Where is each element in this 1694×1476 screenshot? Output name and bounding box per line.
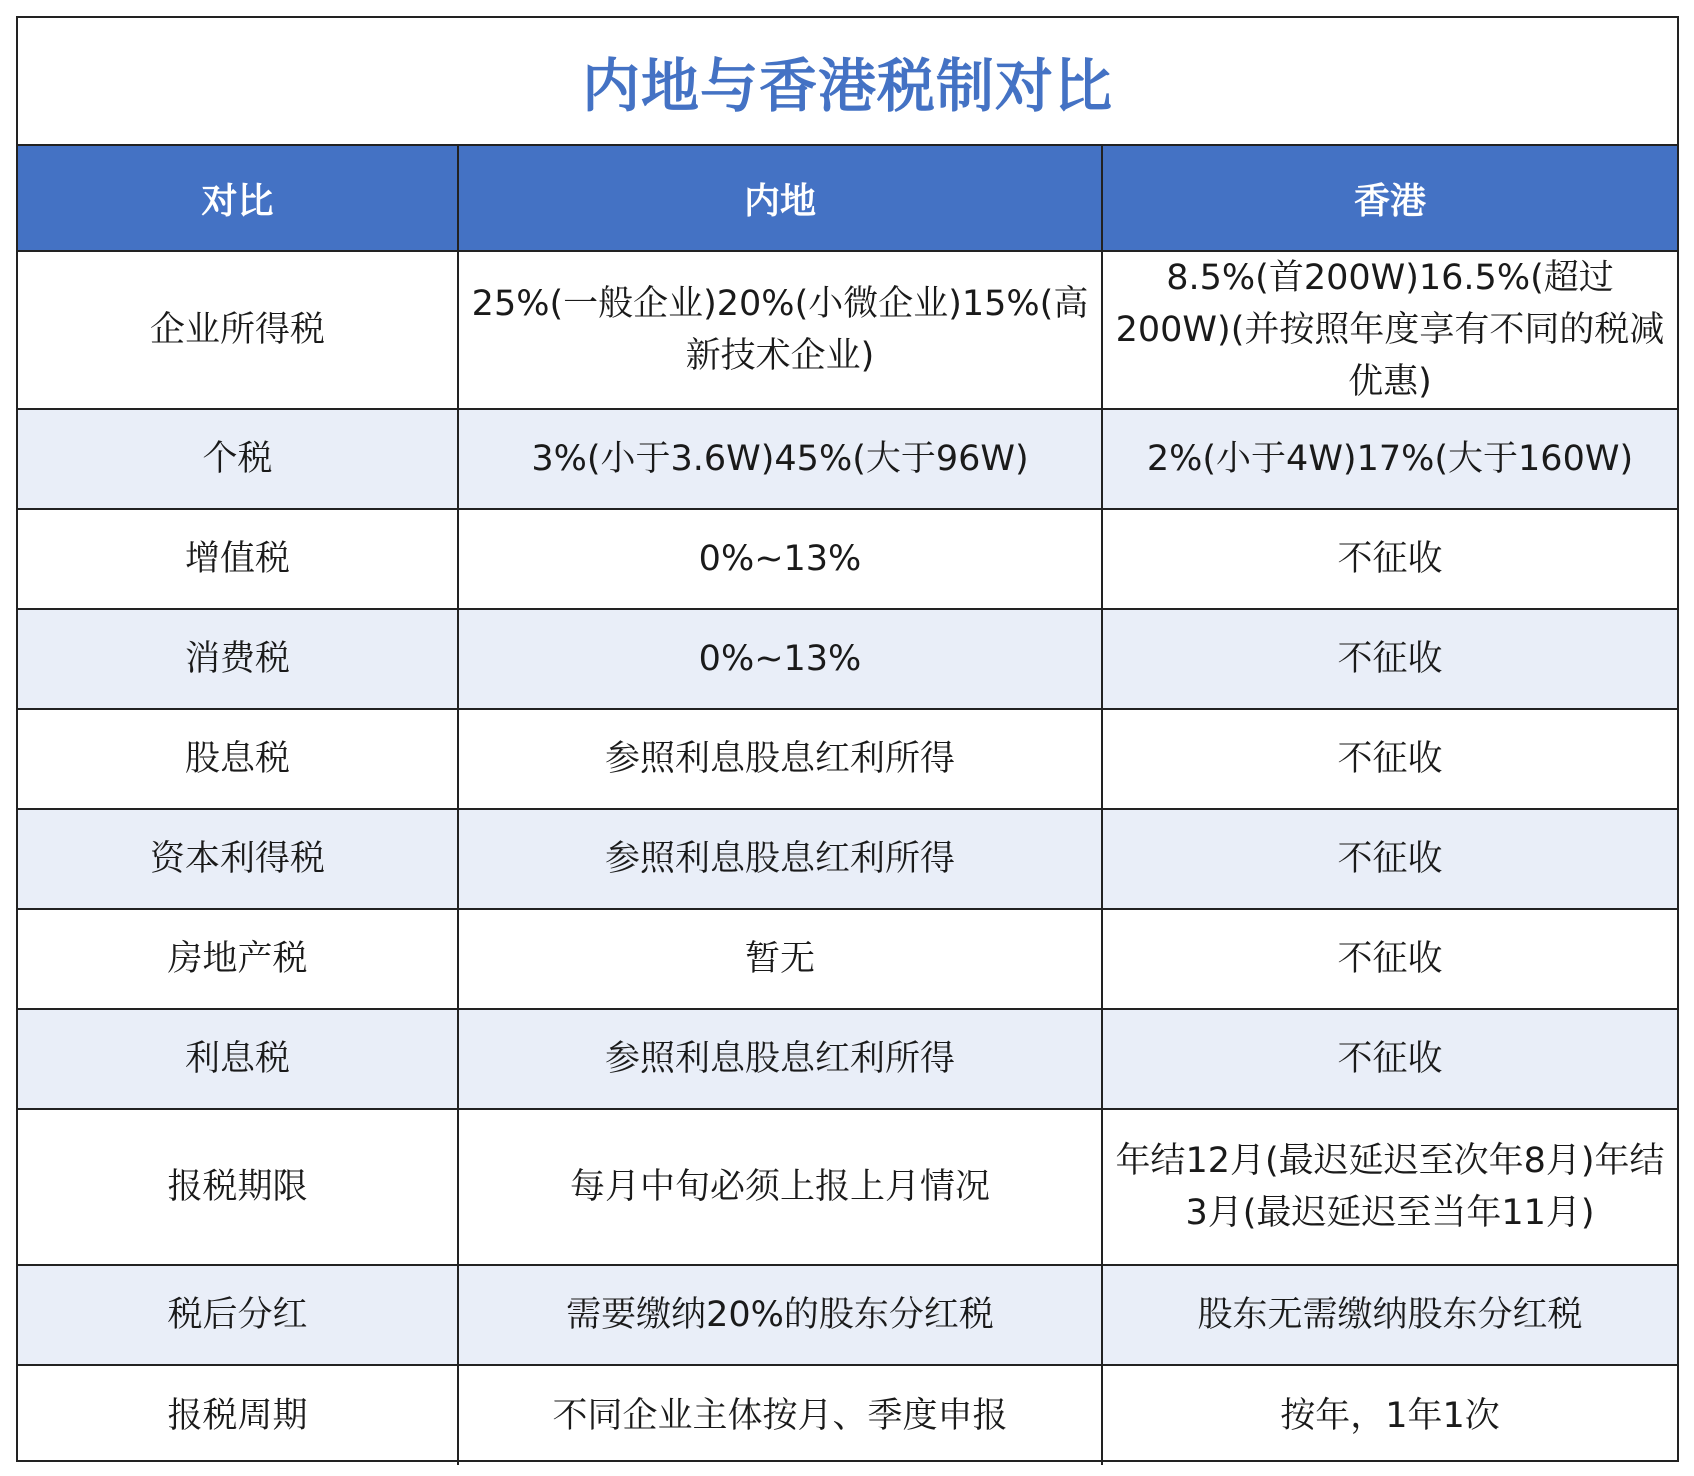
- tax-comparison-table: [18, 146, 1677, 1465]
- row-item-cell: 资本利得税: [18, 809, 458, 909]
- row-item-cell: 房地产税: [18, 909, 458, 1009]
- mainland-cell: 不同企业主体按月、季度申报: [458, 1365, 1102, 1465]
- hongkong-cell: 年结12月(最迟延迟至次年8月)年结3月(最迟延迟至当年11月): [1102, 1109, 1677, 1265]
- mainland-cell: 参照利息股息红利所得: [458, 709, 1102, 809]
- mainland-cell: 暂无: [458, 909, 1102, 1009]
- row-item-cell: 消费税: [18, 609, 458, 709]
- hongkong-cell: 不征收: [1102, 509, 1677, 609]
- mainland-cell: 需要缴纳20%的股东分红税: [458, 1265, 1102, 1365]
- hongkong-cell: 8.5%(首200W)16.5%(超过200W)(并按照年度享有不同的税减优惠): [1102, 251, 1677, 409]
- mainland-cell: 0%~13%: [458, 509, 1102, 609]
- hongkong-cell: 不征收: [1102, 909, 1677, 1009]
- table-row: [18, 609, 1677, 709]
- table-row: [18, 1265, 1677, 1365]
- hongkong-cell: 不征收: [1102, 709, 1677, 809]
- hongkong-cell: 2%(小于4W)17%(大于160W): [1102, 409, 1677, 509]
- row-item-cell: 报税期限: [18, 1109, 458, 1265]
- comparison-table-frame: [16, 16, 1679, 1462]
- mainland-cell: 每月中旬必须上报上月情况: [458, 1109, 1102, 1265]
- hongkong-cell: 不征收: [1102, 809, 1677, 909]
- page-title: 内地与香港税制对比: [581, 52, 1113, 120]
- hongkong-cell: 不征收: [1102, 1009, 1677, 1109]
- table-row: [18, 909, 1677, 1009]
- row-item-cell: 个税: [18, 409, 458, 509]
- table-row: [18, 251, 1677, 409]
- row-item-cell: 报税周期: [18, 1365, 458, 1465]
- hongkong-cell: 按年，1年1次: [1102, 1365, 1677, 1465]
- mainland-cell: 3%(小于3.6W)45%(大于96W): [458, 409, 1102, 509]
- mainland-cell: 25%(一般企业)20%(小微企业)15%(高新技术企业): [458, 251, 1102, 409]
- mainland-cell: 参照利息股息红利所得: [458, 809, 1102, 909]
- column-header-mainland: 内地: [458, 146, 1102, 251]
- table-row: [18, 509, 1677, 609]
- table-row: [18, 1109, 1677, 1265]
- row-item-cell: 税后分红: [18, 1265, 458, 1365]
- table-row: [18, 1365, 1677, 1465]
- table-row: [18, 709, 1677, 809]
- header-row: [18, 146, 1677, 251]
- title-bar: [18, 18, 1677, 146]
- row-item-cell: 增值税: [18, 509, 458, 609]
- row-item-cell: 企业所得税: [18, 251, 458, 409]
- row-item-cell: 股息税: [18, 709, 458, 809]
- mainland-cell: 0%~13%: [458, 609, 1102, 709]
- hongkong-cell: 股东无需缴纳股东分红税: [1102, 1265, 1677, 1365]
- row-item-cell: 利息税: [18, 1009, 458, 1109]
- column-header-hongkong: 香港: [1102, 146, 1677, 251]
- table-row: [18, 409, 1677, 509]
- table-row: [18, 809, 1677, 909]
- column-header-item: 对比: [18, 146, 458, 251]
- mainland-cell: 参照利息股息红利所得: [458, 1009, 1102, 1109]
- table-row: [18, 1009, 1677, 1109]
- hongkong-cell: 不征收: [1102, 609, 1677, 709]
